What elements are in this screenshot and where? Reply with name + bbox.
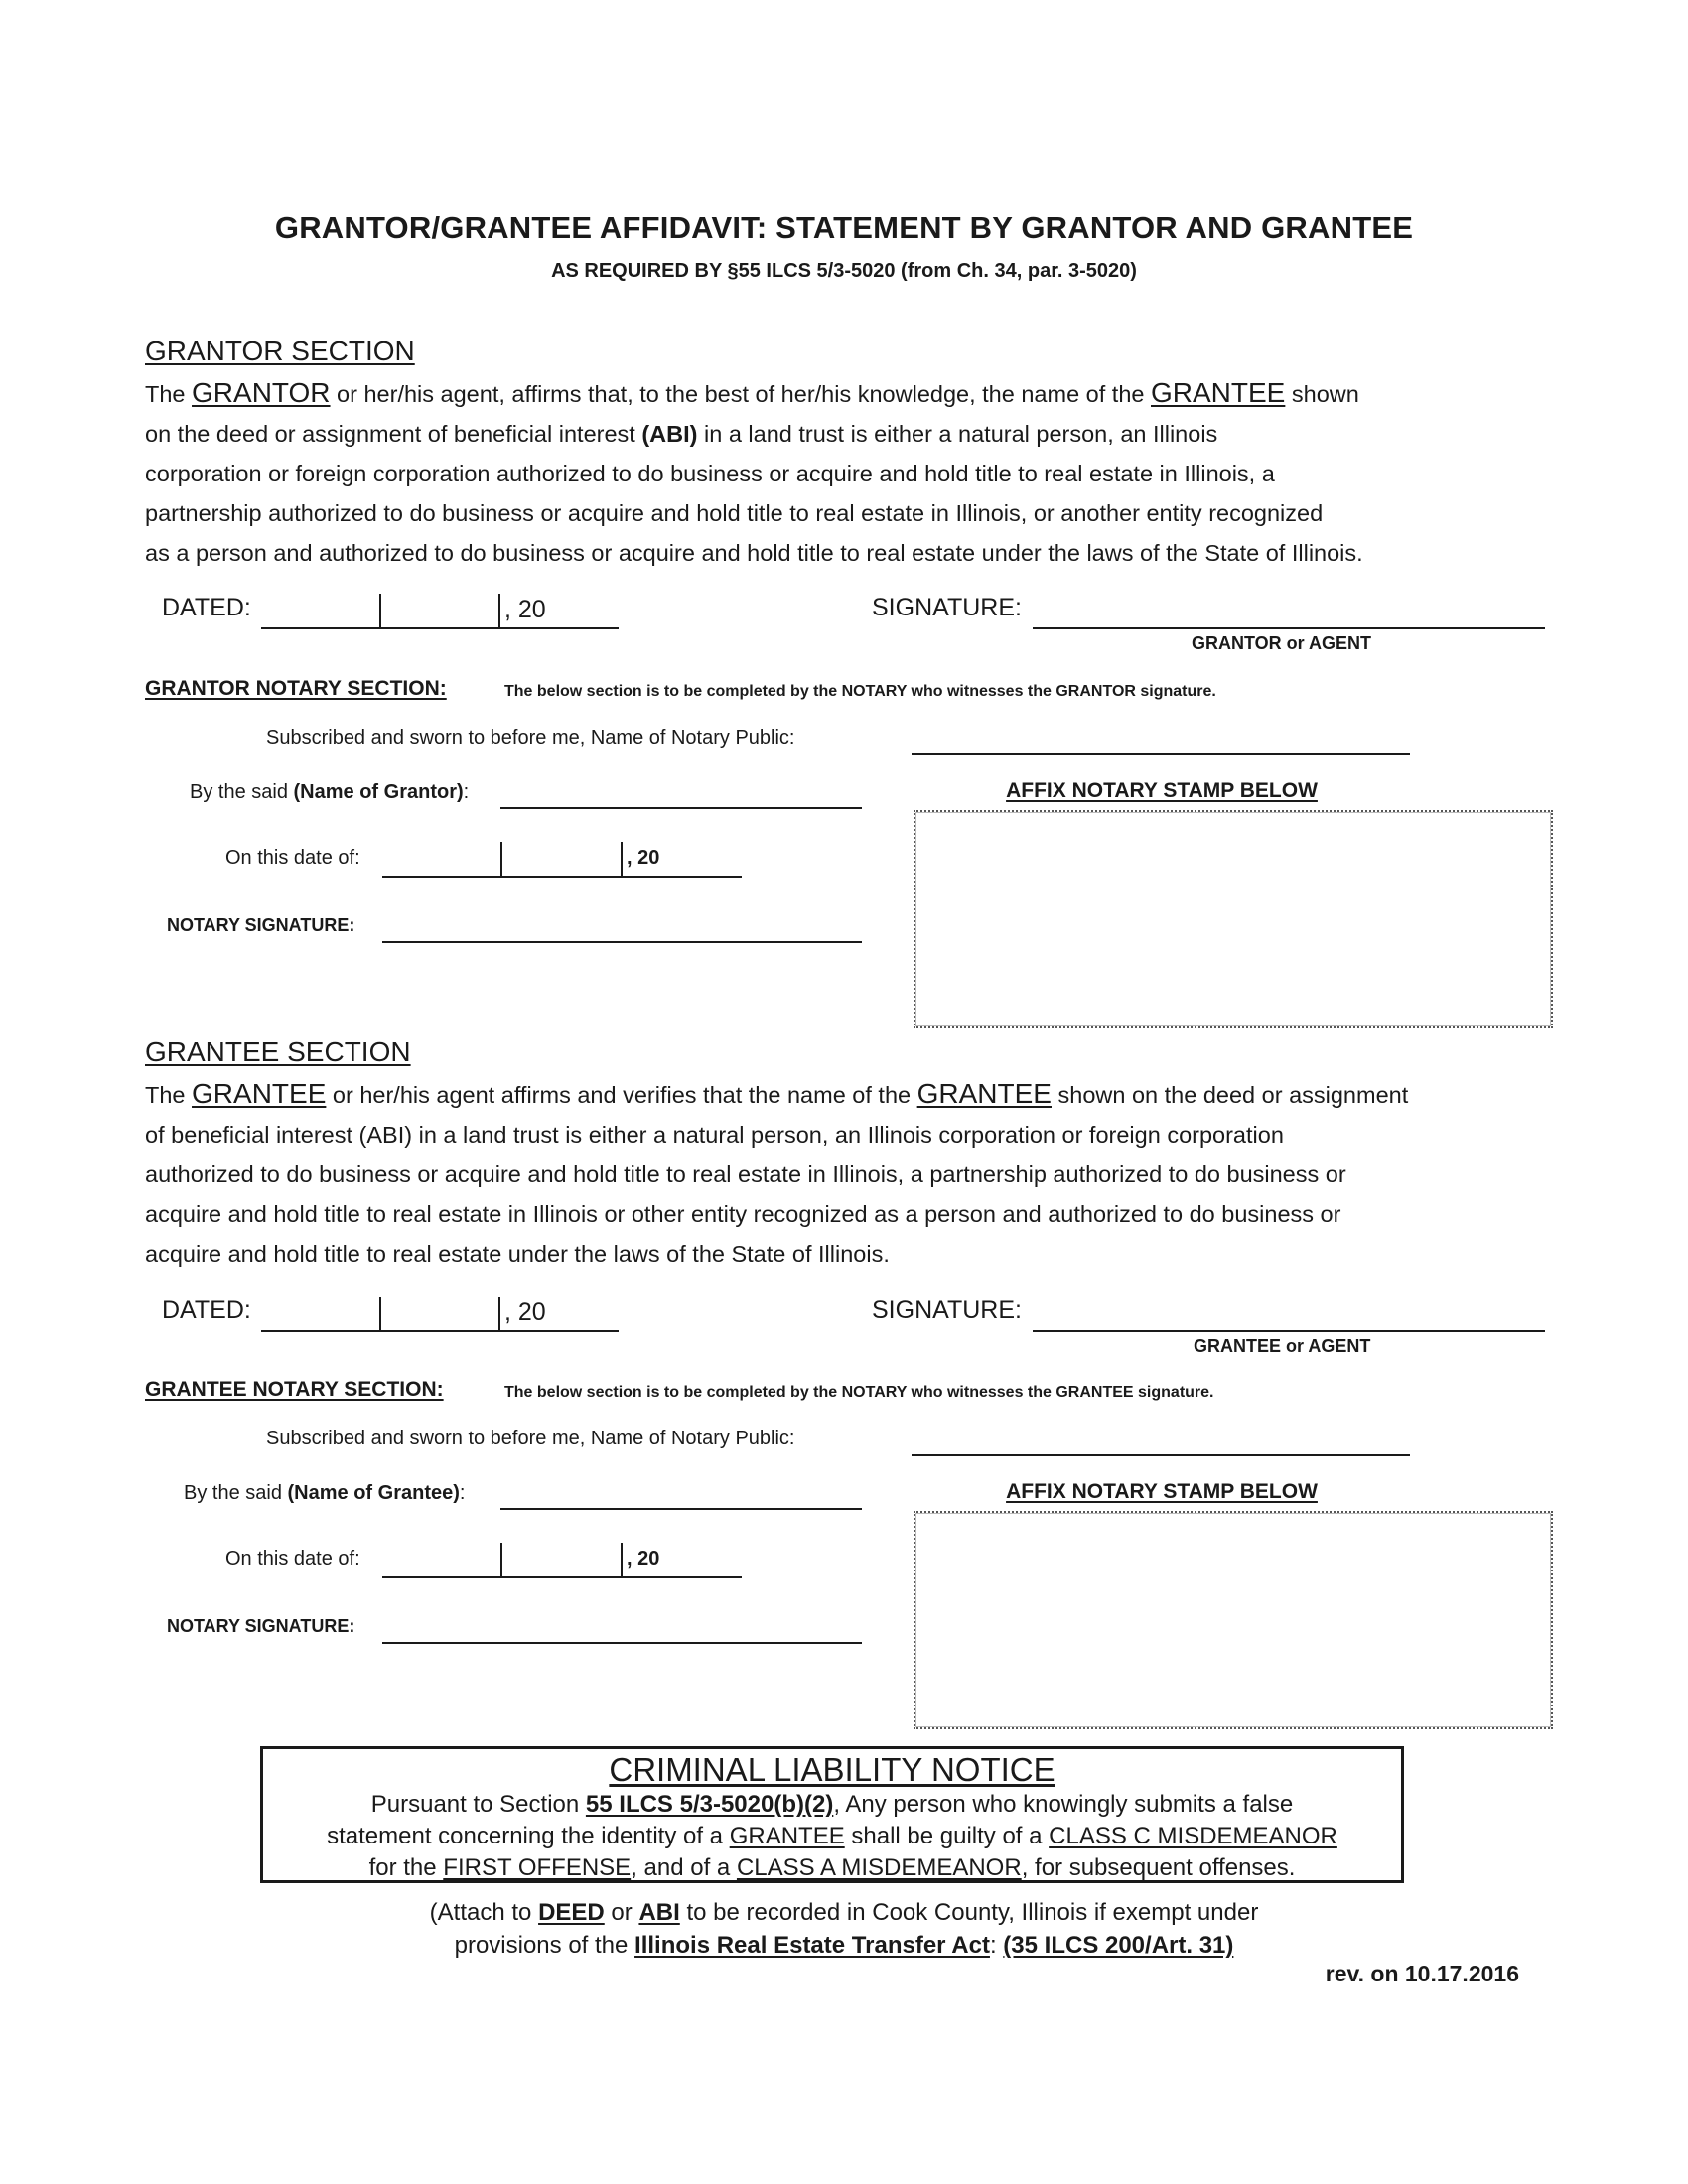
grantor-dated-divider-1 (379, 594, 381, 627)
grantee-para-line-5: acquire and hold title to real estate under the laws of the State of Illinois. (145, 1241, 890, 1267)
notice-title: CRIMINAL LIABILITY NOTICE (609, 1751, 1055, 1788)
grantor-dated-field[interactable] (261, 627, 619, 629)
grantor-para-line-2: on the deed or assignment of beneficial interest (ABI) in a land trust is either a natural person, an Illinois (145, 421, 1218, 447)
grantor-dated-label: DATED: (162, 594, 251, 621)
grantee-section-heading: GRANTEE SECTION (145, 1036, 411, 1067)
grantor-notary-date-field[interactable] (382, 876, 742, 878)
grantee-signature-field[interactable] (1033, 1330, 1545, 1332)
grantee-para-line-4: acquire and hold title to real estate in Illinois or other entity recognized as a person and authorized to do business or (145, 1201, 1341, 1227)
grantee-signature-caption: GRANTEE or AGENT (1194, 1336, 1371, 1356)
grantor-para-line-4: partnership authorized to do business or acquire and hold title to real estate in Illinois, or another entity recognized (145, 500, 1324, 526)
grantee-para-line-2: of beneficial interest (ABI) in a land trust is either a natural person, an Illinois corporation or foreign corporation (145, 1122, 1284, 1148)
grantee-notary-heading: GRANTEE NOTARY SECTION: (145, 1378, 444, 1401)
grantee-name-field[interactable] (500, 1508, 862, 1510)
grantor-notary-note: The below section is to be completed by the NOTARY who witnesses the GRANTOR signature. (504, 683, 1216, 700)
grantee-notary-by-said-label: By the said (Name of Grantee): (184, 1482, 466, 1504)
grantee-notary-signature-field[interactable] (382, 1642, 862, 1644)
grantor-para-line-5: as a person and authorized to do business or acquire and hold title to real estate under the laws of the State of Illinois. (145, 540, 1363, 566)
notice-line-2: statement concerning the identity of a GRANTEE shall be guilty of a CLASS C MISDEMEANOR (327, 1823, 1337, 1849)
grantee-dated-divider-1 (379, 1297, 381, 1330)
notice-line-3: for the FIRST OFFENSE, and of a CLASS A MISDEMEANOR, for subsequent offenses. (368, 1854, 1296, 1881)
grantee-para-line-3: authorized to do business or acquire and hold title to real estate in Illinois, a partnership authorized to do business or (145, 1161, 1346, 1187)
grantee-notary-date-divider-2 (621, 1543, 623, 1576)
grantee-notary-date-field[interactable] (382, 1576, 742, 1578)
grantor-signature-field[interactable] (1033, 627, 1545, 629)
grantee-para-line-1: The GRANTEE or her/his agent affirms and verifies that the name of the GRANTEE shown on the deed or assignment (145, 1078, 1409, 1109)
footer-line-1: (Attach to DEED or ABI to be recorded in Cook County, Illinois if exempt under (429, 1899, 1259, 1926)
grantor-dated-divider-2 (498, 594, 500, 627)
grantee-notary-note: The below section is to be completed by the NOTARY who witnesses the GRANTEE signature. (504, 1384, 1214, 1401)
grantee-notary-stamp-box (914, 1511, 1553, 1729)
grantee-notary-date-divider-1 (500, 1543, 502, 1576)
revision-date: rev. on 10.17.2016 (1325, 1961, 1519, 1986)
grantor-notary-stamp-box (914, 810, 1553, 1028)
grantor-notary-date-divider-2 (621, 842, 623, 876)
footer-attach-note (0, 1896, 1688, 1962)
grantor-notary-heading: GRANTOR NOTARY SECTION: (145, 677, 447, 700)
document-subtitle: AS REQUIRED BY §55 ILCS 5/3-5020 (from Ch. 34, par. 3-5020) (551, 260, 1137, 282)
grantee-notary-year-label: , 20 (627, 1548, 660, 1570)
grantor-notary-subscribed-label: Subscribed and sworn to before me, Name of Notary Public: (266, 727, 795, 749)
grantor-para-line-3: corporation or foreign corporation authorized to do business or acquire and hold title to real estate in Illinois, a (145, 461, 1275, 486)
grantor-section-paragraph (145, 373, 1515, 573)
grantee-section-paragraph (145, 1074, 1515, 1274)
grantee-signature-label: SIGNATURE: (872, 1297, 1022, 1324)
grantor-section-heading: GRANTOR SECTION (145, 336, 415, 366)
grantee-stamp-label: AFFIX NOTARY STAMP BELOW (1006, 1480, 1318, 1503)
grantee-dated-year-label: , 20 (504, 1298, 546, 1326)
grantor-notary-name-field[interactable] (912, 753, 1410, 755)
grantee-notary-subscribed-label: Subscribed and sworn to before me, Name of Notary Public: (266, 1428, 795, 1449)
grantor-notary-year-label: , 20 (627, 847, 660, 869)
grantor-notary-date-divider-1 (500, 842, 502, 876)
document-title: GRANTOR/GRANTEE AFFIDAVIT: STATEMENT BY GRANTOR AND GRANTEE (274, 210, 1414, 245)
grantor-notary-signature-label: NOTARY SIGNATURE: (167, 915, 355, 935)
grantor-stamp-label: AFFIX NOTARY STAMP BELOW (1006, 779, 1318, 802)
notice-line-1: Pursuant to Section 55 ILCS 5/3-5020(b)(2), Any person who knowingly submits a false (370, 1791, 1294, 1818)
grantor-signature-caption: GRANTOR or AGENT (1192, 633, 1372, 653)
grantee-notary-name-field[interactable] (912, 1454, 1410, 1456)
grantor-notary-date-label: On this date of: (225, 847, 360, 869)
grantee-dated-label: DATED: (162, 1297, 251, 1324)
grantor-para-line-1: The GRANTOR or her/his agent, affirms that, to the best of her/his knowledge, the name of the GRANTEE shown (145, 377, 1359, 408)
grantor-dated-year-label: , 20 (504, 596, 546, 623)
grantor-name-field[interactable] (500, 807, 862, 809)
grantee-notary-date-label: On this date of: (225, 1548, 360, 1570)
grantor-notary-signature-field[interactable] (382, 941, 862, 943)
footer-line-2: provisions of the Illinois Real Estate Transfer Act: (35 ILCS 200/Art. 31) (454, 1932, 1234, 1959)
grantee-dated-divider-2 (498, 1297, 500, 1330)
grantee-notary-signature-label: NOTARY SIGNATURE: (167, 1616, 355, 1636)
grantee-dated-field[interactable] (261, 1330, 619, 1332)
grantor-signature-label: SIGNATURE: (872, 594, 1022, 621)
criminal-liability-notice-box (260, 1746, 1404, 1883)
grantor-notary-by-said-label: By the said (Name of Grantor): (190, 781, 470, 803)
